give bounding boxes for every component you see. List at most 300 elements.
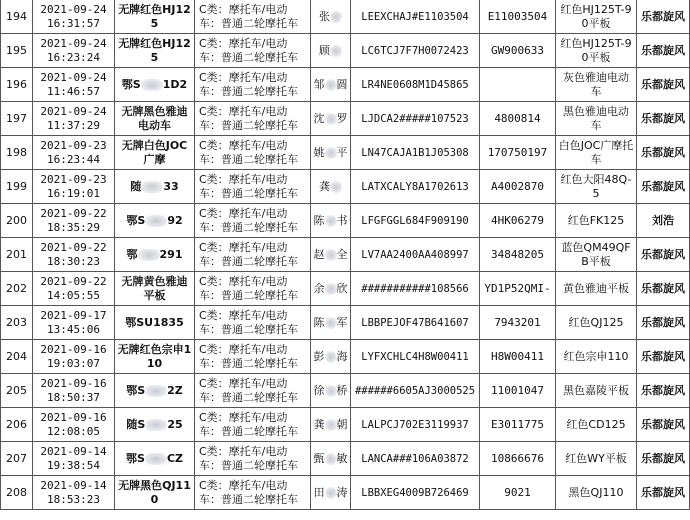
vehicle-model-cell: [556, 102, 637, 136]
datetime-cell: [33, 34, 115, 68]
time-text: 11:37:29: [47, 118, 100, 132]
date-text: 2021-09-23: [40, 138, 107, 152]
license-class-cell: [195, 102, 311, 136]
plate-text: 鄂S 92: [126, 213, 183, 227]
vin-text: ######6605AJ3000525: [354, 384, 476, 397]
plate-text: 鄂S 1D2: [121, 77, 188, 91]
license-class-cell: [195, 306, 311, 340]
plate-text: 随S 25: [126, 417, 183, 431]
redaction-mark: [325, 249, 337, 261]
date-text: 2021-09-23: [40, 172, 107, 186]
engine-number-cell: [480, 102, 556, 136]
engine-number-cell: [480, 34, 556, 68]
plate-text: 无牌黑色QJ110: [118, 478, 191, 506]
redaction-mark: [325, 419, 337, 431]
license-class-text: C类：摩托车/电动车：普通二轮摩托车: [199, 274, 298, 302]
redaction-mark: [325, 385, 337, 397]
vin-text: LC6TCJ7F7H0072423: [361, 44, 469, 57]
date-text: 2021-09-16: [40, 376, 107, 390]
vin-cell: [351, 374, 480, 408]
redaction-mark: [325, 453, 337, 465]
engine-number-text: 9021: [504, 485, 531, 499]
owner-text: 彭 海: [313, 349, 348, 363]
owner-text: 龚: [319, 180, 342, 193]
owner-cell: [311, 442, 351, 476]
redaction-mark: [141, 79, 163, 91]
vehicle-model-cell: [556, 340, 637, 374]
department-text: 乐都旋风: [641, 417, 685, 431]
redaction-mark: [330, 45, 342, 57]
table-row: [1, 476, 690, 510]
datetime-cell: [33, 68, 115, 102]
department-cell: [637, 170, 690, 204]
datetime-cell: [33, 0, 115, 34]
vehicle-model-cell: [556, 0, 637, 34]
table-row: [1, 136, 690, 170]
department-cell: [637, 374, 690, 408]
owner-cell: [311, 408, 351, 442]
datetime-cell: [33, 136, 115, 170]
date-text: 2021-09-14: [40, 444, 107, 458]
vehicle-model-text: 红色大阳48Q-5: [560, 172, 632, 200]
vin-cell: [351, 204, 480, 238]
department-text: 乐都旋风: [641, 77, 685, 91]
table-body: [1, 0, 690, 510]
vin-cell: [351, 68, 480, 102]
vehicle-model-text: 红色宗申110: [563, 349, 629, 363]
department-text: 乐都旋风: [641, 247, 685, 261]
row-number-text: 204: [6, 349, 27, 363]
vin-cell: [351, 306, 480, 340]
redaction-mark: [141, 181, 163, 193]
redaction-mark: [138, 249, 160, 261]
license-class-cell: [195, 476, 311, 510]
license-class-cell: [195, 340, 311, 374]
department-text: 乐都旋风: [641, 349, 685, 363]
department-cell: [637, 0, 690, 34]
license-class-cell: [195, 408, 311, 442]
plate-text: 鄂S CZ: [126, 451, 183, 465]
license-class-cell: [195, 136, 311, 170]
license-class-cell: [195, 68, 311, 102]
department-text: 乐都旋风: [641, 9, 685, 23]
plate-cell: [115, 238, 195, 272]
vehicle-model-cell: [556, 34, 637, 68]
vin-cell: [351, 34, 480, 68]
owner-text: 徐 桥: [313, 383, 348, 397]
department-text: 乐都旋风: [641, 451, 685, 465]
vehicle-model-text: 灰色雅迪电动车: [563, 70, 629, 98]
engine-number-cell: [480, 0, 556, 34]
time-text: 16:31:57: [47, 16, 100, 30]
vehicle-model-cell: [556, 238, 637, 272]
owner-cell: [311, 374, 351, 408]
redaction-mark: [330, 181, 342, 193]
owner-text: 甄 敏: [313, 451, 348, 465]
datetime-cell: [33, 204, 115, 238]
owner-text: 顾: [319, 44, 342, 57]
license-class-text: C类：摩托车/电动车：普通二轮摩托车: [199, 444, 298, 472]
row-number-cell: [1, 136, 33, 170]
vehicle-model-text: 黑色雅迪电动车: [563, 104, 629, 132]
redaction-mark: [325, 351, 337, 363]
table-row: [1, 408, 690, 442]
datetime-cell: [33, 306, 115, 340]
time-text: 11:46:57: [47, 84, 100, 98]
owner-cell: [311, 102, 351, 136]
redaction-mark: [325, 215, 337, 227]
department-cell: [637, 34, 690, 68]
license-class-text: C类：摩托车/电动车：普通二轮摩托车: [199, 138, 298, 166]
row-number-cell: [1, 476, 33, 510]
department-text: 乐都旋风: [641, 111, 685, 125]
time-text: 13:45:06: [47, 322, 100, 336]
datetime-cell: [33, 476, 115, 510]
plate-text: 无牌黑色雅迪电动车: [121, 104, 188, 132]
plate-text: 无牌红色HJ125: [118, 36, 191, 64]
engine-number-text: 34848205: [491, 247, 544, 261]
datetime-cell: [33, 408, 115, 442]
time-text: 16:23:24: [47, 50, 100, 64]
license-class-text: C类：摩托车/电动车：普通二轮摩托车: [199, 478, 298, 506]
department-cell: [637, 102, 690, 136]
row-number-cell: [1, 442, 33, 476]
vehicle-model-cell: [556, 408, 637, 442]
owner-cell: [311, 68, 351, 102]
vin-text: LJDCA2#####107523: [361, 112, 469, 125]
row-number-cell: [1, 34, 33, 68]
vin-cell: [351, 476, 480, 510]
redaction-mark: [325, 317, 337, 329]
plate-cell: [115, 442, 195, 476]
row-number-cell: [1, 408, 33, 442]
engine-number-text: 7943201: [494, 315, 541, 329]
engine-number-text: 10866676: [491, 451, 544, 465]
time-text: 12:08:05: [47, 424, 100, 438]
row-number-text: 205: [6, 383, 27, 397]
row-number-text: 200: [6, 213, 27, 227]
plate-cell: [115, 102, 195, 136]
vehicle-model-text: 红色CD125: [566, 417, 626, 431]
vehicle-model-text: 红色QJ125: [568, 315, 624, 329]
vin-cell: [351, 170, 480, 204]
row-number-text: 195: [6, 43, 27, 57]
license-class-cell: [195, 442, 311, 476]
engine-number-cell: [480, 340, 556, 374]
owner-cell: [311, 136, 351, 170]
owner-text: 赵 全: [313, 247, 348, 261]
vin-cell: [351, 442, 480, 476]
vehicle-model-text: 蓝色QM49QFB平板: [561, 240, 631, 268]
vehicle-model-cell: [556, 68, 637, 102]
engine-number-cell: [480, 272, 556, 306]
vehicle-model-text: 红色HJ125T-90平板: [560, 2, 632, 30]
vin-cell: [351, 102, 480, 136]
row-number-text: 194: [6, 9, 27, 23]
row-number-text: 208: [6, 485, 27, 499]
date-text: 2021-09-22: [40, 206, 107, 220]
plate-cell: [115, 34, 195, 68]
row-number-cell: [1, 0, 33, 34]
owner-text: 张: [319, 10, 342, 23]
datetime-cell: [33, 272, 115, 306]
row-number-cell: [1, 306, 33, 340]
vin-text: LATXCALY8A1702613: [361, 180, 469, 193]
table-row: [1, 272, 690, 306]
row-number-cell: [1, 272, 33, 306]
department-text: 乐都旋风: [641, 315, 685, 329]
plate-text: 随 33: [130, 179, 179, 193]
vin-text: ###########108566: [361, 282, 469, 295]
license-class-cell: [195, 170, 311, 204]
row-number-cell: [1, 204, 33, 238]
row-number-cell: [1, 68, 33, 102]
owner-cell: [311, 272, 351, 306]
redaction-mark: [145, 453, 167, 465]
table-row: [1, 0, 690, 34]
plate-cell: [115, 170, 195, 204]
engine-number-cell: [480, 136, 556, 170]
plate-text: 鄂S 2Z: [126, 383, 183, 397]
redaction-mark: [145, 419, 167, 431]
engine-number-text: E11003504: [487, 9, 548, 23]
engine-number-text: 4HK06279: [491, 213, 544, 227]
plate-cell: [115, 476, 195, 510]
license-class-cell: [195, 0, 311, 34]
engine-number-text: E3011775: [491, 417, 544, 431]
department-cell: [637, 306, 690, 340]
table-row: [1, 306, 690, 340]
plate-cell: [115, 136, 195, 170]
vin-cell: [351, 0, 480, 34]
department-cell: [637, 476, 690, 510]
vin-text: LR4NE0608M1D45865: [361, 78, 469, 91]
table-row: [1, 68, 690, 102]
owner-cell: [311, 204, 351, 238]
vin-text: LYFXCHLC4H8W00411: [361, 350, 469, 363]
vehicle-model-cell: [556, 476, 637, 510]
department-cell: [637, 204, 690, 238]
date-text: 2021-09-24: [40, 104, 107, 118]
plate-cell: [115, 204, 195, 238]
license-class-text: C类：摩托车/电动车：普通二轮摩托车: [199, 376, 298, 404]
vin-text: LEEXCHAJ#E1103504: [361, 10, 469, 23]
engine-number-cell: [480, 374, 556, 408]
vin-cell: [351, 238, 480, 272]
vin-text: LANCA###106A03872: [361, 452, 469, 465]
plate-text: 无牌白色JOC广摩: [121, 138, 188, 166]
row-number-text: 197: [6, 111, 27, 125]
row-number-text: 198: [6, 145, 27, 159]
date-text: 2021-09-14: [40, 478, 107, 492]
table-row: [1, 102, 690, 136]
vehicle-model-cell: [556, 170, 637, 204]
table-row: [1, 340, 690, 374]
table-row: [1, 34, 690, 68]
owner-cell: [311, 340, 351, 374]
department-text: 乐都旋风: [641, 383, 685, 397]
department-text: 乐都旋风: [641, 43, 685, 57]
owner-cell: [311, 170, 351, 204]
redaction-mark: [330, 11, 342, 23]
row-number-cell: [1, 374, 33, 408]
vehicle-model-text: 红色HJ125T-90平板: [560, 36, 632, 64]
engine-number-text: H8W00411: [491, 349, 544, 363]
plate-cell: [115, 272, 195, 306]
row-number-text: 203: [6, 315, 27, 329]
row-number-cell: [1, 238, 33, 272]
vehicle-model-text: 黄色雅迪平板: [563, 281, 629, 295]
vin-text: LALPCJ702E3119937: [361, 418, 469, 431]
plate-cell: [115, 306, 195, 340]
date-text: 2021-09-16: [40, 410, 107, 424]
engine-number-cell: [480, 442, 556, 476]
vin-text: LV7AA2400AA408997: [361, 248, 469, 261]
row-number-text: 202: [6, 281, 27, 295]
vin-text: LFGFGGL684F909190: [361, 214, 469, 227]
engine-number-cell: [480, 476, 556, 510]
time-text: 18:30:23: [47, 254, 100, 268]
time-text: 18:50:37: [47, 390, 100, 404]
department-text: 乐都旋风: [641, 281, 685, 295]
time-text: 16:23:44: [47, 152, 100, 166]
license-class-text: C类：摩托车/电动车：普通二轮摩托车: [199, 172, 298, 200]
vehicle-model-text: 黑色嘉陵平板: [563, 383, 629, 397]
engine-number-text: 170750197: [487, 145, 548, 159]
owner-text: 姚 平: [313, 145, 348, 159]
department-text: 乐都旋风: [641, 179, 685, 193]
vehicle-model-text: 黑色QJ110: [568, 485, 624, 499]
engine-number-cell: [480, 238, 556, 272]
department-cell: [637, 442, 690, 476]
license-class-cell: [195, 272, 311, 306]
redaction-mark: [325, 283, 337, 295]
license-class-text: C类：摩托车/电动车：普通二轮摩托车: [199, 36, 298, 64]
date-text: 2021-09-17: [40, 308, 107, 322]
time-text: 19:03:07: [47, 356, 100, 370]
license-class-cell: [195, 238, 311, 272]
engine-number-text: 11001047: [491, 383, 544, 397]
engine-number-cell: [480, 306, 556, 340]
row-number-cell: [1, 170, 33, 204]
vehicle-model-cell: [556, 374, 637, 408]
license-class-cell: [195, 34, 311, 68]
date-text: 2021-09-16: [40, 342, 107, 356]
vehicle-model-text: 红色WY平板: [565, 451, 627, 465]
datetime-cell: [33, 238, 115, 272]
owner-cell: [311, 476, 351, 510]
plate-cell: [115, 68, 195, 102]
engine-number-cell: [480, 204, 556, 238]
owner-text: 田 涛: [313, 485, 348, 499]
owner-text: 邹 圆: [313, 77, 348, 91]
vehicle-model-cell: [556, 442, 637, 476]
time-text: 18:53:23: [47, 492, 100, 506]
license-class-text: C类：摩托车/电动车：普通二轮摩托车: [199, 410, 298, 438]
license-class-text: C类：摩托车/电动车：普通二轮摩托车: [199, 342, 298, 370]
owner-text: 余 欣: [313, 281, 348, 295]
plate-text: 无牌黄色雅迪平板: [121, 274, 188, 302]
license-class-cell: [195, 374, 311, 408]
date-text: 2021-09-24: [40, 2, 107, 16]
plate-cell: [115, 340, 195, 374]
license-class-text: C类：摩托车/电动车：普通二轮摩托车: [199, 70, 298, 98]
date-text: 2021-09-22: [40, 274, 107, 288]
vehicle-model-cell: [556, 136, 637, 170]
engine-number-cell: [480, 408, 556, 442]
time-text: 16:19:01: [47, 186, 100, 200]
time-text: 14:05:55: [47, 288, 100, 302]
table-row: [1, 204, 690, 238]
department-cell: [637, 408, 690, 442]
vin-text: LN47CAJA1B1J05308: [361, 146, 469, 159]
vin-cell: [351, 340, 480, 374]
time-text: 19:38:54: [47, 458, 100, 472]
row-number-cell: [1, 340, 33, 374]
department-cell: [637, 238, 690, 272]
owner-text: 龚 朝: [313, 417, 348, 431]
plate-text: 鄂 291: [126, 247, 183, 261]
engine-number-text: YD1P52QMI-: [484, 281, 551, 295]
engine-number-text: GW900633: [491, 43, 544, 57]
vin-cell: [351, 408, 480, 442]
redaction-mark: [325, 487, 337, 499]
date-text: 2021-09-24: [40, 70, 107, 84]
redaction-mark: [145, 385, 167, 397]
license-class-text: C类：摩托车/电动车：普通二轮摩托车: [199, 308, 298, 336]
license-class-text: C类：摩托车/电动车：普通二轮摩托车: [199, 104, 298, 132]
datetime-cell: [33, 442, 115, 476]
engine-number-text: A4002870: [491, 179, 544, 193]
department-cell: [637, 272, 690, 306]
vehicle-model-cell: [556, 306, 637, 340]
engine-number-cell: [480, 68, 556, 102]
datetime-cell: [33, 374, 115, 408]
date-text: 2021-09-22: [40, 240, 107, 254]
license-class-text: C类：摩托车/电动车：普通二轮摩托车: [199, 2, 298, 30]
engine-number-cell: [480, 170, 556, 204]
plate-text: 鄂SU1835: [125, 315, 184, 329]
datetime-cell: [33, 340, 115, 374]
owner-cell: [311, 238, 351, 272]
redaction-mark: [145, 215, 167, 227]
row-number-text: 201: [6, 247, 27, 261]
row-number-cell: [1, 102, 33, 136]
owner-cell: [311, 34, 351, 68]
license-class-cell: [195, 204, 311, 238]
plate-cell: [115, 374, 195, 408]
table-row: [1, 238, 690, 272]
owner-cell: [311, 306, 351, 340]
department-cell: [637, 68, 690, 102]
table-row: [1, 374, 690, 408]
vehicle-model-cell: [556, 204, 637, 238]
owner-text: 陈 书: [313, 213, 348, 227]
plate-cell: [115, 0, 195, 34]
engine-number-text: 4800814: [494, 111, 541, 125]
owner-cell: [311, 0, 351, 34]
vin-text: LBBPEJOF47B641607: [361, 316, 469, 329]
vin-cell: [351, 136, 480, 170]
table-row: [1, 442, 690, 476]
owner-text: 陈 军: [313, 315, 348, 329]
vin-cell: [351, 272, 480, 306]
department-text: 刘浩: [652, 213, 674, 227]
department-text: 乐都旋风: [641, 145, 685, 159]
vehicle-model-text: 白色JOC广摩托车: [558, 138, 634, 166]
datetime-cell: [33, 102, 115, 136]
row-number-text: 196: [6, 77, 27, 91]
